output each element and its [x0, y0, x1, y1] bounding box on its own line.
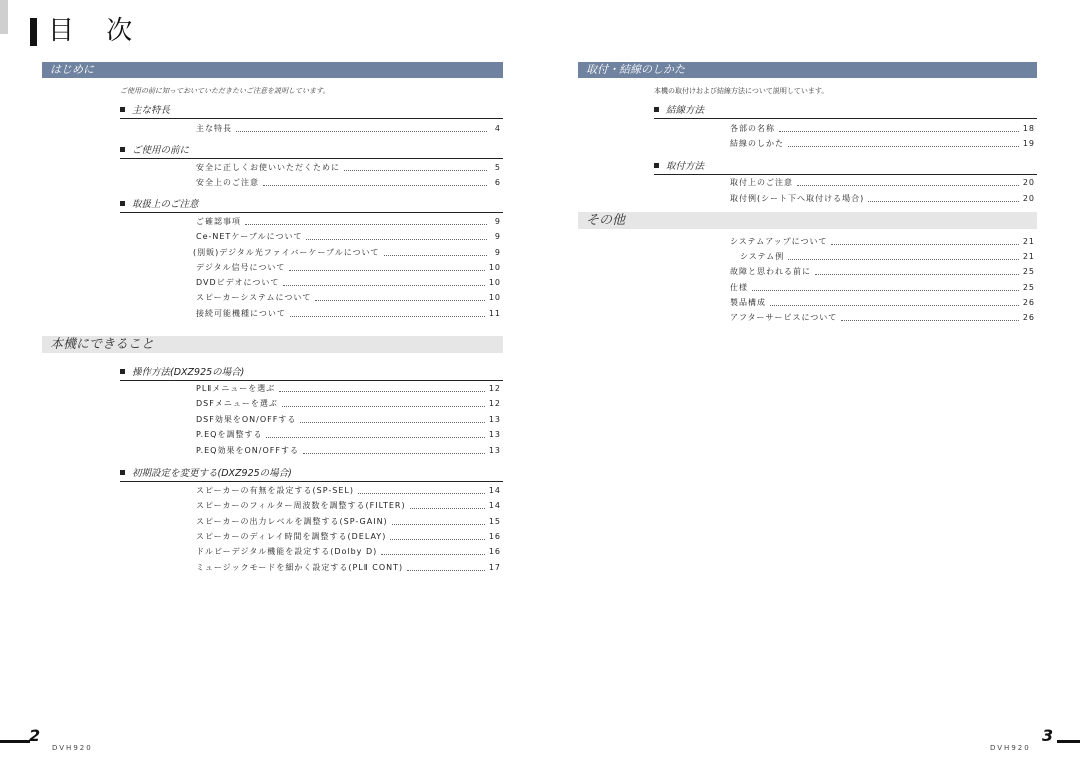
- subsection-heading: 取付方法: [654, 158, 1037, 175]
- leader-dots: [831, 244, 1018, 245]
- subsection-heading: 主な特長: [120, 102, 503, 119]
- toc-entry[interactable]: スピーカーの有無を設定する(SP-SEL) 14: [196, 486, 501, 495]
- section-band-hajimeni: はじめに: [42, 62, 503, 78]
- section-intro-toritsuke: 本機の取付けおよび結線方法について説明しています。: [654, 87, 829, 95]
- square-bullet-icon: [120, 107, 125, 112]
- leader-dots: [770, 305, 1019, 306]
- toc-entry[interactable]: 取付例(シート下へ取付ける場合) 20: [730, 194, 1035, 203]
- model-name-right: DVH920: [990, 744, 1031, 752]
- toc-entry[interactable]: ミュージックモードを細かく設定する(PLⅡ CONT) 17: [196, 563, 501, 572]
- toc-entry[interactable]: 主な特長 4: [196, 124, 501, 133]
- leader-dots: [245, 224, 487, 225]
- subsection-heading: 操作方法(DXZ925の場合): [120, 364, 503, 381]
- toc-entry[interactable]: スピーカーのフィルター周波数を調整する(FILTER) 14: [196, 501, 501, 510]
- toc-entry[interactable]: (別販)デジタル光ファイバーケーブルについて 9: [193, 248, 501, 257]
- leader-dots: [236, 131, 487, 132]
- leader-dots: [263, 185, 487, 186]
- toc-entry[interactable]: DVDビデオについて 10: [196, 278, 501, 287]
- leader-dots: [282, 406, 485, 407]
- toc-entry[interactable]: 製品構成 26: [730, 298, 1035, 307]
- leader-dots: [841, 320, 1019, 321]
- square-bullet-icon: [120, 470, 125, 475]
- square-bullet-icon: [120, 201, 125, 206]
- leader-dots: [279, 391, 485, 392]
- section-intro-hajimeni: ご使用の前に知っておいていただきたいご注意を説明しています。: [120, 87, 330, 95]
- subsection-heading: 取扱上のご注意: [120, 196, 503, 213]
- subsection-heading: ご使用の前に: [120, 142, 503, 159]
- leader-dots: [303, 453, 485, 454]
- leader-dots: [300, 422, 484, 423]
- toc-entry[interactable]: 取付上のご注意 20: [730, 178, 1035, 187]
- section-band-sonota: その他: [578, 212, 1037, 229]
- leader-dots: [815, 274, 1019, 275]
- toc-entry[interactable]: DSF効果をON/OFFする 13: [196, 415, 501, 424]
- subsection-heading: 初期設定を変更する(DXZ925の場合): [120, 465, 503, 482]
- toc-entry[interactable]: スピーカーの出力レベルを調整する(SP-GAIN) 15: [196, 517, 501, 526]
- leader-dots: [797, 185, 1019, 186]
- leader-dots: [779, 131, 1019, 132]
- toc-entry[interactable]: P.EQ効果をON/OFFする 13: [196, 446, 501, 455]
- toc-entry[interactable]: スピーカーシステムについて 10: [196, 293, 501, 302]
- leader-dots: [752, 290, 1019, 291]
- leader-dots: [390, 539, 484, 540]
- leader-dots: [381, 554, 485, 555]
- leader-dots: [289, 270, 484, 271]
- toc-entry[interactable]: 仕様 25: [730, 283, 1035, 292]
- leader-dots: [315, 300, 484, 301]
- toc-entry[interactable]: 故障と思われる前に 25: [730, 267, 1035, 276]
- title-bar-icon: [30, 18, 37, 46]
- toc-entry[interactable]: ご確認事項 9: [196, 217, 501, 226]
- leader-dots: [392, 524, 485, 525]
- toc-entry[interactable]: システム例 21: [740, 252, 1035, 261]
- square-bullet-icon: [120, 147, 125, 152]
- leader-dots: [407, 570, 485, 571]
- leader-dots: [283, 285, 484, 286]
- leader-dots: [410, 508, 485, 509]
- toc-entry[interactable]: DSFメニューを選ぶ 12: [196, 399, 501, 408]
- leader-dots: [290, 316, 485, 317]
- square-bullet-icon: [120, 369, 125, 374]
- leader-dots: [868, 201, 1019, 202]
- leader-dots: [384, 255, 487, 256]
- footer-rule-right: [1057, 740, 1080, 743]
- toc-entry[interactable]: ドルビーデジタル機能を設定する(Dolby D) 16: [196, 547, 501, 556]
- toc-entry[interactable]: P.EQを調整する 13: [196, 430, 501, 439]
- toc-entry[interactable]: デジタル信号について 10: [196, 263, 501, 272]
- footer-rule-left: [0, 740, 30, 743]
- leader-dots: [358, 493, 485, 494]
- toc-entry[interactable]: 安全に正しくお使いいただくために 5: [196, 163, 501, 172]
- leader-dots: [306, 239, 487, 240]
- toc-entry[interactable]: Ce-NETケーブルについて 9: [196, 232, 501, 241]
- square-bullet-icon: [654, 163, 659, 168]
- toc-entry[interactable]: PLⅡメニューを選ぶ 12: [196, 384, 501, 393]
- page-number-left: 2: [29, 726, 41, 745]
- square-bullet-icon: [654, 107, 659, 112]
- leader-dots: [266, 437, 484, 438]
- leader-dots: [344, 170, 487, 171]
- subsection-heading: 結線方法: [654, 102, 1037, 119]
- toc-entry[interactable]: スピーカーのディレイ時間を調整する(DELAY) 16: [196, 532, 501, 541]
- model-name-left: DVH920: [52, 744, 93, 752]
- toc-entry[interactable]: 結線のしかた 19: [730, 139, 1035, 148]
- toc-entry[interactable]: 接続可能機種について 11: [196, 309, 501, 318]
- toc-entry[interactable]: 各部の名称 18: [730, 124, 1035, 133]
- leader-dots: [788, 146, 1019, 147]
- toc-entry[interactable]: 安全上のご注意 6: [196, 178, 501, 187]
- toc-entry[interactable]: アフターサービスについて 26: [730, 313, 1035, 322]
- leader-dots: [788, 259, 1019, 260]
- section-band-toritsuke: 取付・結線のしかた: [578, 62, 1037, 78]
- toc-entry[interactable]: システムアップについて 21: [730, 237, 1035, 246]
- page-number-right: 3: [1042, 726, 1054, 745]
- corner-mark: [0, 0, 8, 34]
- section-band-dekiru: 本機にできること: [42, 336, 503, 353]
- page-title: 目 次: [48, 16, 145, 46]
